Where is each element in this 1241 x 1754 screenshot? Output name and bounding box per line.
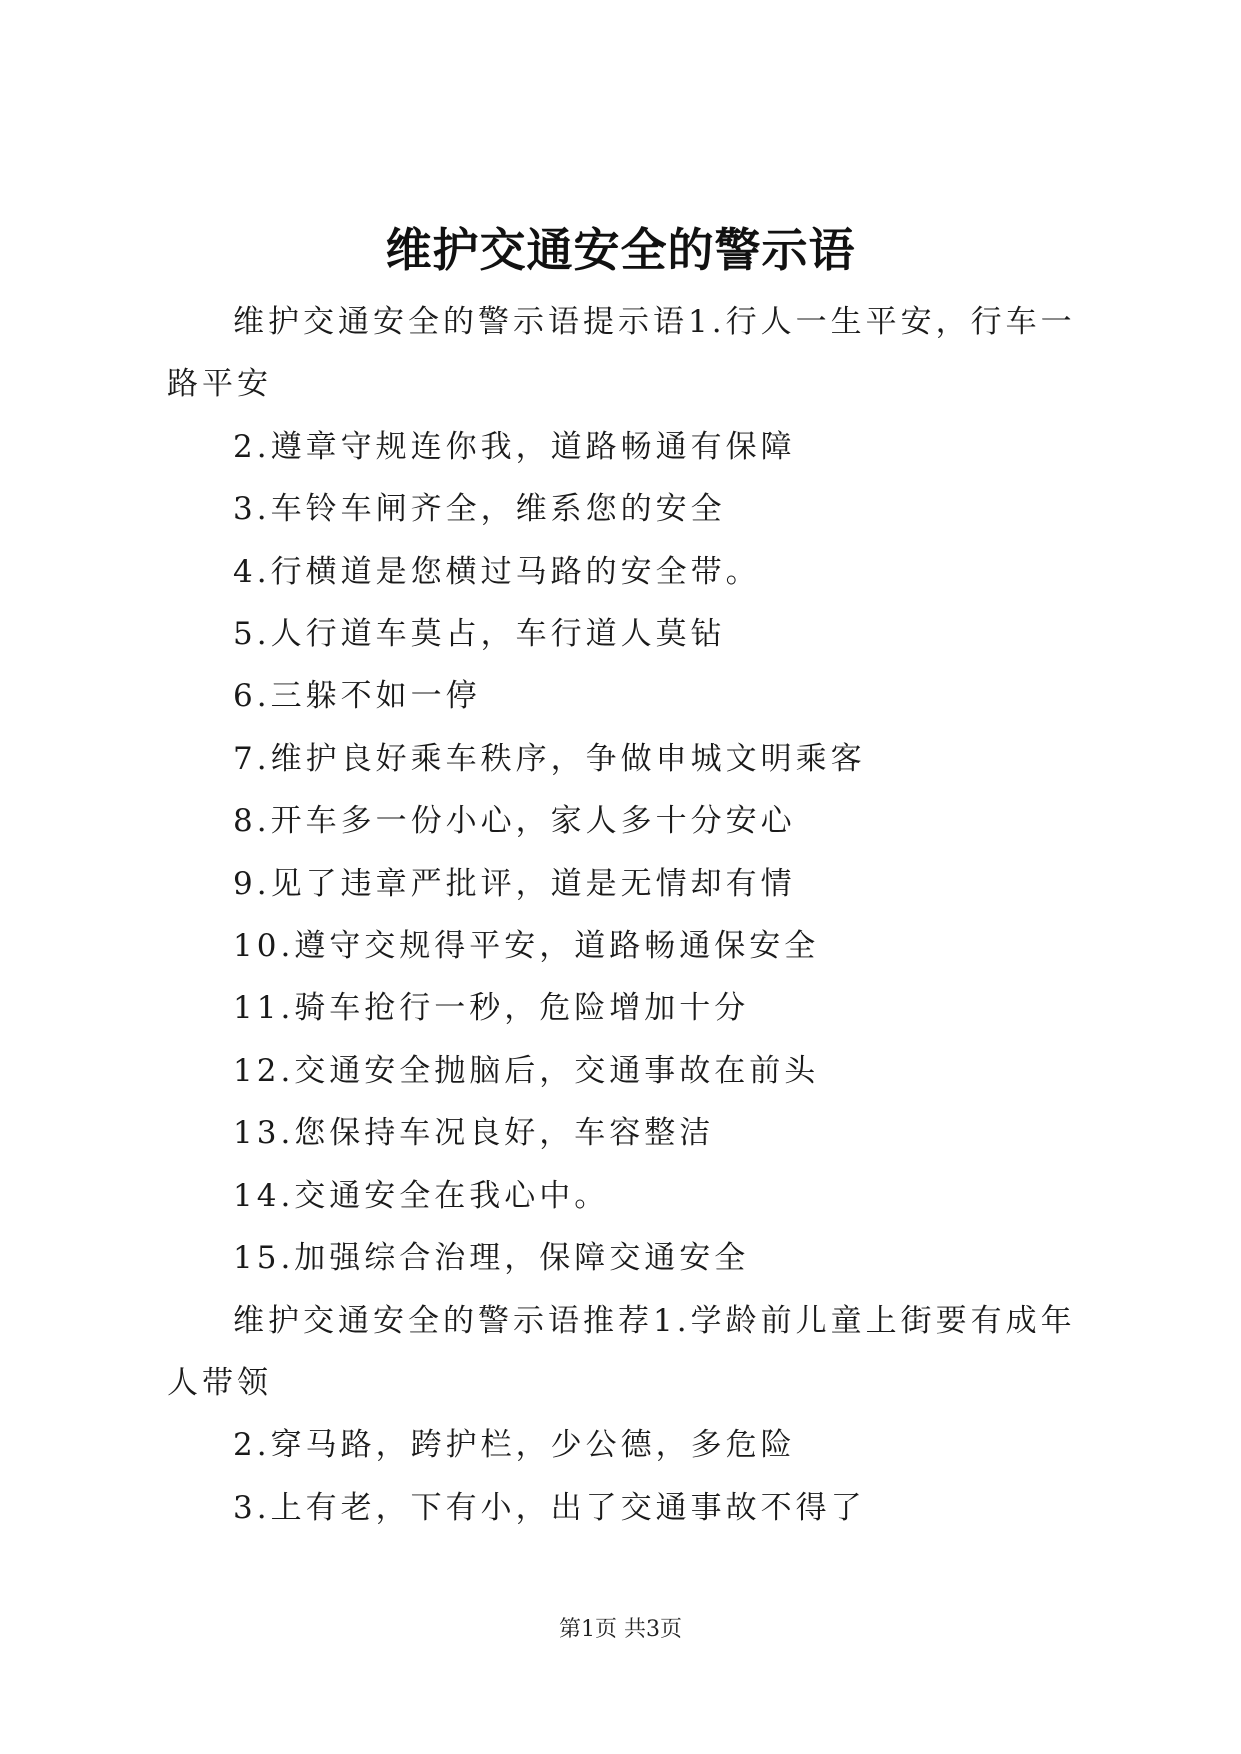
paragraph: 13.您保持车况良好，车容整洁 <box>233 1115 715 1152</box>
paragraph: 2.穿马路，跨护栏，少公德，多危险 <box>233 1427 796 1464</box>
paragraph: 15.加强综合治理，保障交通安全 <box>233 1240 750 1277</box>
paragraph: 9.见了违章严批评，道是无情却有情 <box>233 865 796 902</box>
paragraph: 8.开车多一份小心，家人多十分安心 <box>233 803 796 840</box>
paragraph: 10.遵守交规得平安，道路畅通保安全 <box>233 928 820 965</box>
paragraph: 2.遵章守规连你我，道路畅通有保障 <box>233 428 796 465</box>
document-title: 维护交通安全的警示语 <box>385 223 856 277</box>
paragraph: 4.行横道是您横过马路的安全带。 <box>233 553 761 590</box>
paragraph: 12.交通安全抛脑后，交通事故在前头 <box>233 1052 820 1089</box>
paragraph: 7.维护良好乘车秩序，争做申城文明乘客 <box>233 740 866 777</box>
paragraph: 维护交通安全的警示语提示语1.行人一生平安，行车一路平安 <box>167 304 1076 403</box>
page-footer: 第1页 共3页 <box>559 1617 682 1642</box>
document-body <box>167 291 1077 1539</box>
paragraph: 14.交通安全在我心中。 <box>233 1177 610 1214</box>
paragraph: 维护交通安全的警示语推荐1.学龄前儿童上街要有成年人带领 <box>167 1302 1076 1401</box>
paragraph: 3.车铃车闸齐全，维系您的安全 <box>233 491 726 528</box>
paragraph: 3.上有老，下有小，出了交通事故不得了 <box>233 1489 866 1526</box>
paragraph: 5.人行道车莫占，车行道人莫钻 <box>233 616 726 653</box>
paragraph: 11.骑车抢行一秒，危险增加十分 <box>233 990 750 1027</box>
paragraph: 6.三躲不如一停 <box>233 678 481 715</box>
